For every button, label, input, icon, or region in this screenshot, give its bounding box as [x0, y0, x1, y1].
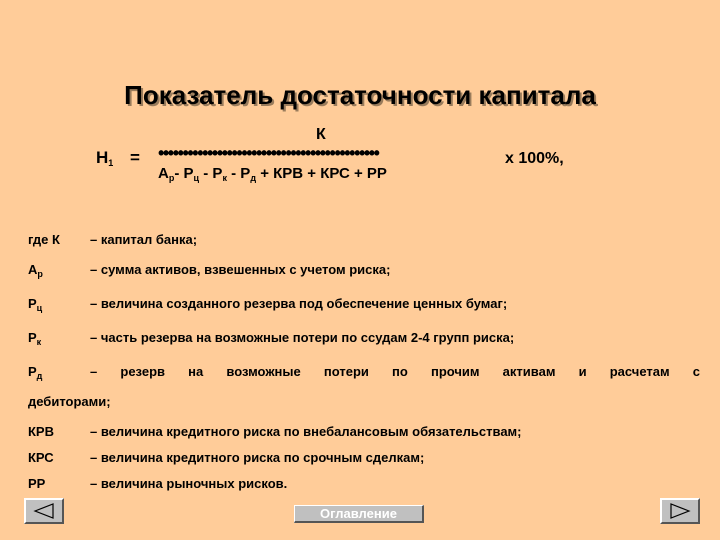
definition-row [28, 330, 700, 350]
capital-adequacy-formula [0, 0, 720, 200]
formula-numerator: К [316, 126, 326, 143]
definition-row [28, 424, 700, 440]
definition-text: – величина кредитного риска по внебалансовым обязательствам; [90, 424, 522, 439]
formula-lhs: $Н_1$ [96, 148, 114, 168]
prev-slide-button[interactable] [24, 498, 64, 524]
definition-row [28, 364, 700, 410]
definition-row [28, 450, 700, 466]
definition-row [28, 232, 700, 248]
definition-term: КРС [28, 450, 54, 465]
definition-text: – величина рыночных рисков. [90, 476, 288, 491]
definition-row [28, 476, 700, 492]
triangle-left-icon [33, 503, 55, 519]
definition-text: – капитал банка; [90, 232, 198, 247]
definition-row [28, 262, 700, 282]
formula-denominator: $А_р-$ $Р_ц - Р_к - Р_д$ + КРВ + КРС + РР [158, 165, 387, 183]
next-slide-button[interactable] [660, 498, 700, 524]
formula-equals: = [130, 148, 140, 167]
definition-term: КРВ [28, 424, 54, 439]
definitions-list [28, 232, 700, 492]
definition-term: $Р_д$ [28, 364, 43, 381]
definition-text: – сумма активов, взвешенных с учетом риска; [90, 262, 391, 277]
page-title: Показатель достаточности капитала [124, 80, 596, 110]
table-of-contents-button[interactable]: Оглавление [294, 505, 424, 523]
definition-term: где К [28, 232, 60, 247]
definition-term: РР [28, 476, 46, 491]
definition-term: $Р_к$ [28, 330, 42, 347]
definition-text: – резерв на возможные потери по прочим активам и расчетам с дебиторами; [28, 364, 700, 409]
definition-term: $А_р$ [28, 262, 43, 279]
fraction-line: ••••••••••••••••••••••••••••••••••••••••••••• [158, 143, 379, 163]
formula-multiplier: х 100%, [505, 150, 564, 167]
definition-text: – величина кредитного риска по срочным сделкам; [90, 450, 425, 465]
definition-term: $Р_ц$ [28, 296, 43, 313]
definition-text: – величина созданного резерва под обеспечение ценных бумаг; [90, 296, 508, 311]
definition-text: – часть резерва на возможные потери по ссудам 2-4 групп риска; [90, 330, 515, 345]
triangle-right-icon [669, 503, 691, 519]
definition-row [28, 296, 700, 316]
